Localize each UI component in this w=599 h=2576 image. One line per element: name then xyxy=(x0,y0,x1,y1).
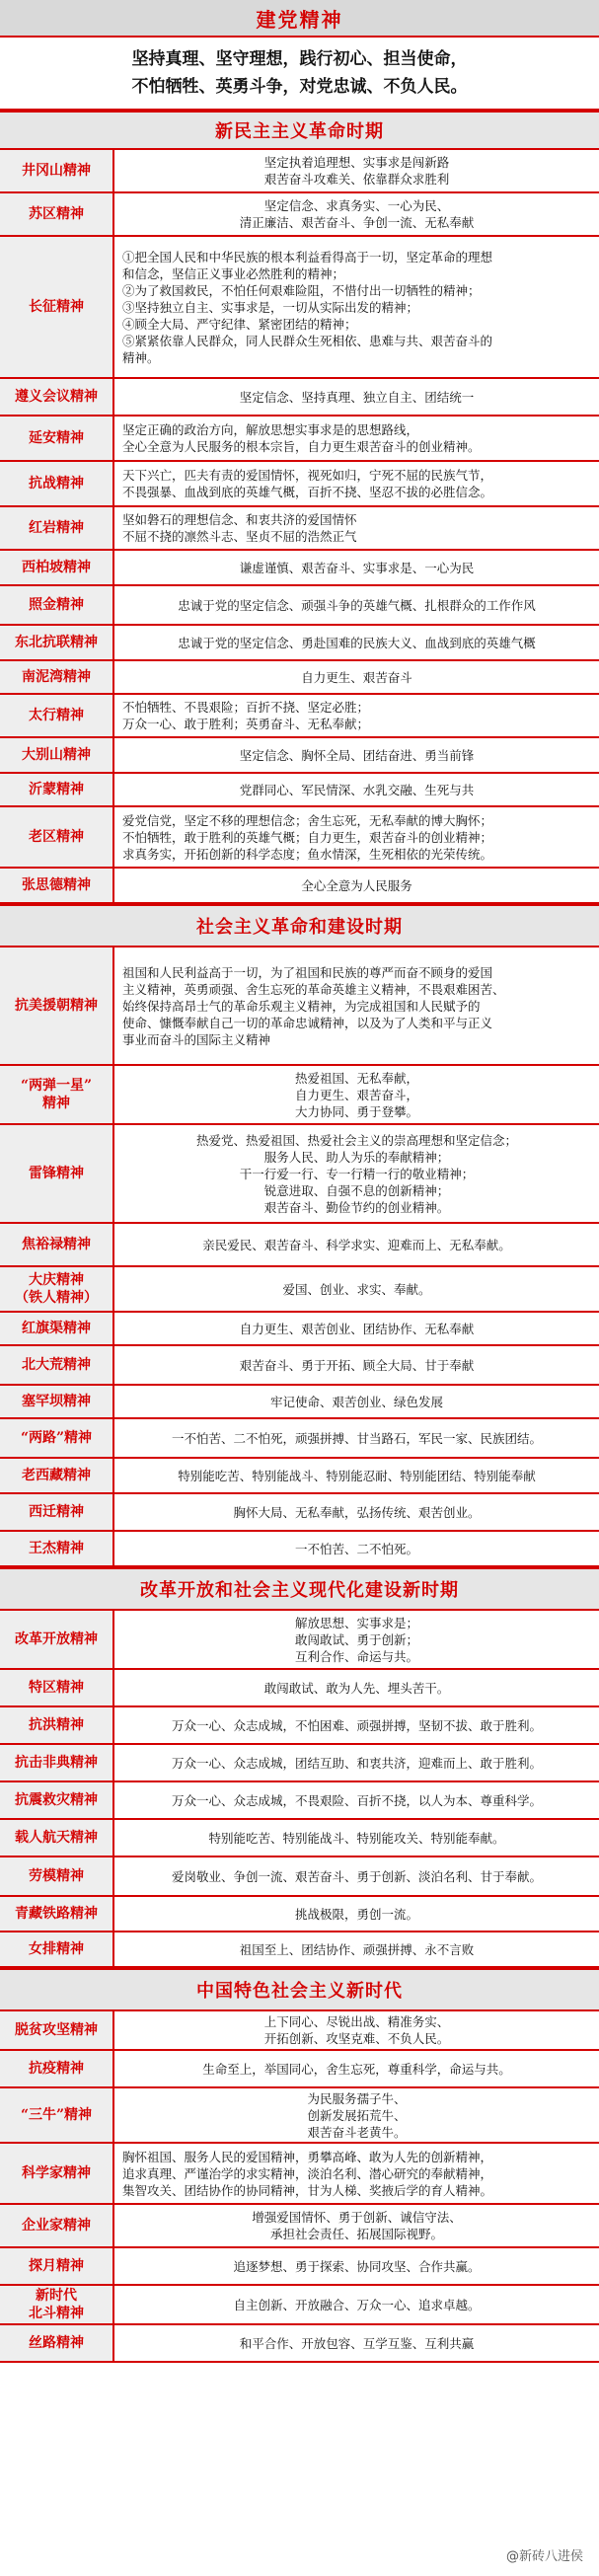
spirit-description xyxy=(114,2144,599,2203)
spirit-name: 载人航天精神 xyxy=(0,1820,114,1856)
spirit-name: 长征精神 xyxy=(0,237,114,377)
spirit-row xyxy=(0,2248,599,2286)
description-line: 特别能吃苦、特别能战斗、特别能忍耐、特别能团结、特别能奉献 xyxy=(178,1468,536,1483)
description-line: 主义精神，英勇顽强、舍生忘死的革命英雄主义精神，不畏艰难困苦、 xyxy=(122,981,505,997)
spirit-description xyxy=(114,1782,599,1818)
description-line: 牢记使命、艰苦创业、绿色发展 xyxy=(269,1394,443,1409)
watermark: @新砖八进侯 xyxy=(500,2543,589,2566)
spirit-name: 王杰精神 xyxy=(0,1532,114,1565)
spirit-name: 太行精神 xyxy=(0,695,114,736)
spirit-row xyxy=(0,1386,599,1419)
description-line: ②为了救国救民，不怕任何艰难险阻，不惜付出一切牺牲的精神； xyxy=(122,282,481,298)
description-line: 解放思想、实事求是； xyxy=(294,1615,418,1630)
description-line: 艰苦奋斗、勇于开拓、顾全大局、甘于奉献 xyxy=(239,1357,475,1373)
spirit-row xyxy=(0,947,599,1066)
spirit-row xyxy=(0,237,599,379)
spirit-name: 抗震救灾精神 xyxy=(0,1782,114,1818)
description-line: 万众一心、众志成城，不怕困难、顽强拼搏，坚韧不拔、敢于胜利。 xyxy=(171,1717,542,1733)
description-line: 求真务实，开拓创新的科学态度；鱼水情深，生死相依的光荣传统。 xyxy=(122,846,493,862)
sections-container xyxy=(0,111,599,2363)
spirit-row xyxy=(0,1611,599,1670)
description-line: 追逐梦想、勇于探索、协同攻坚、合作共赢。 xyxy=(233,2258,481,2274)
description-line: 锐意进取、自强不息的创新精神； xyxy=(263,1182,450,1198)
spirit-description xyxy=(114,1707,599,1743)
spirit-name: “两路”精神 xyxy=(0,1419,114,1457)
spirit-name: 苏区精神 xyxy=(0,193,114,235)
spirit-description xyxy=(114,1459,599,1492)
motto-line: 坚持真理、坚守理想，践行初心、担当使命， xyxy=(131,49,468,69)
spirit-row xyxy=(0,2286,599,2325)
description-line: 万众一心、敢于胜利；英勇奋斗、无私奉献； xyxy=(122,717,370,731)
spirit-name: 探月精神 xyxy=(0,2248,114,2284)
spirit-row xyxy=(0,695,599,738)
spirit-name: 照金精神 xyxy=(0,586,114,624)
description-line: 上下同心、尽锐出战、精准务实、 xyxy=(263,2014,450,2029)
section-heading: 新民主主义革命时期 xyxy=(0,111,599,150)
description-line: 坚定信念、坚持真理、独立自主、团结统一 xyxy=(239,389,475,405)
spirit-name: 青藏铁路精神 xyxy=(0,1897,114,1931)
spirit-row xyxy=(0,507,599,551)
spirit-row xyxy=(0,2325,599,2363)
description-line: 艰苦奋斗攻难关、依靠群众求胜利 xyxy=(263,172,450,187)
spirit-row xyxy=(0,1267,599,1313)
spirit-name: 抗洪精神 xyxy=(0,1707,114,1743)
description-line: 不屈不挠的凛然斗志、坚贞不屈的浩然正气 xyxy=(122,529,357,544)
spirit-row xyxy=(0,2088,599,2144)
description-line: ④顾全大局、严守纪律、紧密团结的精神； xyxy=(122,316,357,332)
spirit-row xyxy=(0,193,599,237)
spirit-name: 企业家精神 xyxy=(0,2205,114,2246)
spirit-name: 科学家精神 xyxy=(0,2144,114,2203)
spirit-row xyxy=(0,1782,599,1820)
description-line: 祖国至上、团结协作、顽强拼搏、永不言败 xyxy=(239,1941,475,1957)
description-line: 忠诚于党的坚定信念、勇赴国难的民族大义、血战到底的英雄气概 xyxy=(178,635,536,650)
spirit-name: 抗击非典精神 xyxy=(0,1745,114,1780)
spirit-description xyxy=(114,1267,599,1311)
spirit-row xyxy=(0,1932,599,1968)
description-line: 开拓创新、攻坚克难、不负人民。 xyxy=(263,2031,450,2046)
description-line: 不畏强暴、血战到底的英雄气概，百折不挠、坚忍不拔的必胜信念。 xyxy=(122,485,493,499)
spirit-description xyxy=(114,2205,599,2246)
description-line: 爱国、创业、求实、奉献。 xyxy=(282,1281,431,1297)
spirit-description xyxy=(114,1125,599,1222)
spirit-name: 焦裕禄精神 xyxy=(0,1224,114,1265)
spirit-row xyxy=(0,1745,599,1782)
spirit-row xyxy=(0,1532,599,1567)
spirit-row xyxy=(0,2205,599,2248)
spirit-row xyxy=(0,1459,599,1494)
description-line: 集智攻关、团结协作的协同精神，甘为人梯、奖掖后学的育人精神。 xyxy=(122,2182,493,2198)
spirit-name: 北大荒精神 xyxy=(0,1346,114,1384)
description-line: 挑战极限，勇创一流。 xyxy=(294,1906,418,1922)
section-heading: 社会主义革命和建设时期 xyxy=(0,904,599,947)
spirit-name: 抗美援朝精神 xyxy=(0,947,114,1064)
spirit-description xyxy=(114,1494,599,1530)
spirit-name: 红旗渠精神 xyxy=(0,1313,114,1344)
description-line: 和信念，坚信正义事业必然胜利的精神； xyxy=(122,265,345,281)
spirit-name: 雷锋精神 xyxy=(0,1125,114,1222)
spirit-name: 东北抗联精神 xyxy=(0,626,114,659)
spirit-row xyxy=(0,661,599,695)
description-line: 精神。 xyxy=(122,349,160,365)
spirit-description xyxy=(114,507,599,549)
description-line: 爱党信党，坚定不移的理想信念；舍生忘死，无私奉献的博大胸怀； xyxy=(122,812,493,828)
spirit-name: 脱贫攻坚精神 xyxy=(0,2011,114,2049)
description-line: 使命、慷慨奉献自己一切的革命忠诚精神，以及为了人类和平与正义 xyxy=(122,1015,493,1030)
spirit-row xyxy=(0,150,599,193)
spirit-description xyxy=(114,695,599,736)
description-line: 敢闯敢试、勇于创新； xyxy=(294,1631,418,1647)
description-line: 始终保持高昂士气的革命乐观主义精神，为完成祖国和人民赋予的 xyxy=(122,998,481,1014)
spirit-name: 老西藏精神 xyxy=(0,1459,114,1492)
description-line: 坚定信念、胸怀全局、团结奋进、勇当前锋 xyxy=(239,747,475,763)
spirit-name: 遵义会议精神 xyxy=(0,379,114,415)
spirit-name: 红岩精神 xyxy=(0,507,114,549)
spirit-description xyxy=(114,586,599,624)
spirit-row xyxy=(0,1857,599,1897)
description-line: 党群同心、军民情深、水乳交融、生死与共 xyxy=(239,782,475,797)
spirit-description xyxy=(114,1897,599,1931)
description-line: 干一行爱一行、专一行精一行的敬业精神； xyxy=(239,1166,475,1181)
spirit-row xyxy=(0,379,599,417)
spirit-description xyxy=(114,661,599,693)
spirit-name: “三牛”精神 xyxy=(0,2088,114,2142)
description-line: 胸怀祖国、服务人民的爱国精神，勇攀高峰、敢为人先的创新精神， xyxy=(122,2149,493,2164)
description-line: 全心全意为人民服务 xyxy=(301,877,412,893)
spirit-name: 劳模精神 xyxy=(0,1857,114,1895)
spirit-description xyxy=(114,2051,599,2086)
description-line: 互利合作、命运与共。 xyxy=(294,1648,418,1664)
description-line: 大力协同、勇于登攀。 xyxy=(294,1103,418,1119)
spirit-description xyxy=(114,626,599,659)
spirit-description xyxy=(114,1419,599,1457)
spirit-description xyxy=(114,379,599,415)
description-line: 为民服务孺子牛、 xyxy=(307,2090,407,2106)
spirit-description xyxy=(114,1224,599,1265)
spirit-name: 沂蒙精神 xyxy=(0,774,114,805)
description-line: 忠诚于党的坚定信念、顽强斗争的英雄气概、扎根群众的工作作风 xyxy=(178,597,536,613)
spirit-description xyxy=(114,869,599,902)
description-line: 一不怕苦、二不怕死。 xyxy=(294,1541,418,1556)
spirit-description xyxy=(114,947,599,1064)
spirit-row xyxy=(0,1066,599,1125)
description-line: 事业而奋斗的国际主义精神 xyxy=(122,1031,271,1047)
spirit-row xyxy=(0,2051,599,2088)
description-line: 不怕牺牲，敢于胜利的英雄气概；自力更生，艰苦奋斗的创业精神； xyxy=(122,829,493,845)
spirit-description xyxy=(114,417,599,460)
description-line: 一不怕苦、二不怕死，顽强拼搏、甘当路石，军民一家、民族团结。 xyxy=(171,1430,542,1446)
spirit-name: 大庆精神 （铁人精神） xyxy=(0,1267,114,1311)
description-line: 和平合作、开放包容、互学互鉴、互利共赢 xyxy=(239,2335,475,2351)
spirit-row xyxy=(0,417,599,462)
spirit-row xyxy=(0,1820,599,1857)
spirit-description xyxy=(114,1932,599,1966)
spirit-description xyxy=(114,551,599,584)
description-line: 自力更生、艰苦奋斗， xyxy=(294,1087,418,1102)
description-line: 自主创新、开放融合、万众一心、追求卓越。 xyxy=(233,2297,481,2312)
spirit-row xyxy=(0,774,599,807)
spirit-row xyxy=(0,1419,599,1459)
section-heading: 改革开放和社会主义现代化建设新时期 xyxy=(0,1567,599,1611)
description-line: 艰苦奋斗、勤俭节约的创业精神。 xyxy=(263,1199,450,1215)
spirit-name: 改革开放精神 xyxy=(0,1611,114,1668)
spirit-row xyxy=(0,738,599,774)
founding-spirit-motto xyxy=(0,38,599,111)
spirit-row xyxy=(0,1346,599,1386)
description-line: 清正廉洁、艰苦奋斗、争创一流、无私奉献 xyxy=(239,215,475,230)
description-line: 坚如磐石的理想信念、和衷共济的爱国情怀 xyxy=(122,512,357,527)
description-line: 坚定正确的政治方向，解放思想实事求是的思想路线， xyxy=(122,422,419,437)
spirit-name: 延安精神 xyxy=(0,417,114,460)
spirit-row xyxy=(0,1670,599,1707)
spirit-name: 抗疫精神 xyxy=(0,2051,114,2086)
description-line: 服务人民、助人为乐的奉献精神； xyxy=(263,1149,450,1165)
spirit-description xyxy=(114,1745,599,1780)
description-line: 坚定执着追理想、实事求是闯新路 xyxy=(263,155,450,170)
spirit-name: 抗战精神 xyxy=(0,462,114,505)
spirit-description xyxy=(114,774,599,805)
description-line: 敢闯敢试、敢为人先、埋头苦干。 xyxy=(263,1680,450,1696)
spirit-name: 井冈山精神 xyxy=(0,150,114,191)
spirit-description xyxy=(114,2286,599,2323)
description-line: 创新发展拓荒牛、 xyxy=(307,2107,407,2123)
description-line: 追求真理、严谨治学的求实精神，淡泊名利、潜心研究的奉献精神， xyxy=(122,2165,493,2181)
spirit-row xyxy=(0,551,599,586)
description-line: ①把全国人民和中华民族的根本利益看得高于一切，坚定革命的理想 xyxy=(122,249,493,265)
spirit-name: 丝路精神 xyxy=(0,2325,114,2361)
section-heading: 中国特色社会主义新时代 xyxy=(0,1968,599,2011)
spirit-description xyxy=(114,1820,599,1856)
spirit-description xyxy=(114,1670,599,1705)
motto-line: 不怕牺牲、英勇斗争，对党忠诚、不负人民。 xyxy=(131,77,468,97)
spirit-row xyxy=(0,1494,599,1532)
spirit-description xyxy=(114,1611,599,1668)
spirit-row xyxy=(0,586,599,626)
spirit-description xyxy=(114,237,599,377)
spirit-description xyxy=(114,1346,599,1384)
spirit-description xyxy=(114,193,599,235)
spirit-description xyxy=(114,1386,599,1417)
description-line: 亲民爱民、艰苦奋斗、科学求实、迎难而上、无私奉献。 xyxy=(202,1237,511,1252)
spirit-row xyxy=(0,626,599,661)
description-line: 万众一心、众志成城，不畏艰险、百折不挠，以人为本、尊重科学。 xyxy=(171,1792,542,1808)
spirit-description xyxy=(114,1857,599,1895)
description-line: ⑤紧紧依靠人民群众，同人民群众生死相依、患难与共、艰苦奋斗的 xyxy=(122,333,493,348)
description-line: 艰苦奋斗老黄牛。 xyxy=(307,2124,407,2140)
description-line: 爱岗敬业、争创一流、艰苦奋斗、勇于创新、淡泊名利、甘于奉献。 xyxy=(171,1868,542,1884)
spirit-row xyxy=(0,1125,599,1224)
description-line: 生命至上，举国同心，舍生忘死，尊重科学，命运与共。 xyxy=(202,2061,511,2077)
spirit-description xyxy=(114,2011,599,2049)
spirit-row xyxy=(0,869,599,904)
description-line: 天下兴亡，匹夫有责的爱国情怀，视死如归，宁死不屈的民族气节， xyxy=(122,468,493,483)
description-line: 胸怀大局、无私奉献，弘扬传统、艰苦创业。 xyxy=(233,1504,481,1520)
spirit-name: 西迁精神 xyxy=(0,1494,114,1530)
spirit-description xyxy=(114,1066,599,1123)
spirit-description xyxy=(114,807,599,867)
spirit-row xyxy=(0,2144,599,2205)
spirit-description xyxy=(114,2248,599,2284)
description-line: 全心全意为人民服务的根本宗旨，自力更生艰苦奋斗的创业精神。 xyxy=(122,439,481,454)
description-line: 自力更生、艰苦奋斗 xyxy=(301,669,412,685)
spirit-description xyxy=(114,738,599,772)
spirit-name: “两弹一星” 精神 xyxy=(0,1066,114,1123)
spirit-description xyxy=(114,150,599,191)
spirit-description xyxy=(114,1532,599,1565)
description-line: 祖国和人民利益高于一切，为了祖国和民族的尊严而奋不顾身的爱国 xyxy=(122,964,493,980)
description-line: 增强爱国情怀、勇于创新、诚信守法、 xyxy=(252,2210,462,2225)
description-line: ③坚持独立自主、实事求是，一切从实际出发的精神； xyxy=(122,299,419,315)
spirit-row xyxy=(0,2011,599,2051)
description-line: 热爱祖国、无私奉献， xyxy=(294,1070,418,1086)
description-line: 自力更生、艰苦创业、团结协作、无私奉献 xyxy=(239,1321,475,1336)
spirit-name: 新时代 北斗精神 xyxy=(0,2286,114,2323)
description-line: 坚定信念、求真务实、一心为民、 xyxy=(263,198,450,213)
document-title: 建党精神 xyxy=(0,0,599,38)
spirit-description xyxy=(114,2325,599,2361)
spirit-name: 特区精神 xyxy=(0,1670,114,1705)
spirit-name: 张思德精神 xyxy=(0,869,114,902)
description-line: 特别能吃苦、特别能战斗、特别能攻关、特别能奉献。 xyxy=(208,1830,505,1846)
description-line: 万众一心、众志成城，团结互助、和衷共济，迎难而上、敢于胜利。 xyxy=(171,1755,542,1771)
spirit-description xyxy=(114,2088,599,2142)
description-line: 不怕牺牲、不畏艰险；百折不挠、坚定必胜； xyxy=(122,700,370,715)
spirit-name: 大别山精神 xyxy=(0,738,114,772)
spirit-row xyxy=(0,1224,599,1267)
spirit-row xyxy=(0,1707,599,1745)
spirit-name: 老区精神 xyxy=(0,807,114,867)
description-line: 承担社会责任、拓展国际视野。 xyxy=(269,2227,443,2241)
spirit-name: 女排精神 xyxy=(0,1932,114,1966)
spirit-row xyxy=(0,1313,599,1346)
spirit-row xyxy=(0,1897,599,1932)
spirit-row xyxy=(0,807,599,869)
spirit-description xyxy=(114,1313,599,1344)
description-line: 热爱党、热爱祖国、热爱社会主义的崇高理想和坚定信念； xyxy=(195,1132,517,1148)
spirit-name: 西柏坡精神 xyxy=(0,551,114,584)
spirit-name: 南泥湾精神 xyxy=(0,661,114,693)
description-line: 谦虚谨慎、艰苦奋斗、实事求是、一心为民 xyxy=(239,560,475,575)
spirit-description xyxy=(114,462,599,505)
spirit-name: 塞罕坝精神 xyxy=(0,1386,114,1417)
spirit-row xyxy=(0,462,599,507)
